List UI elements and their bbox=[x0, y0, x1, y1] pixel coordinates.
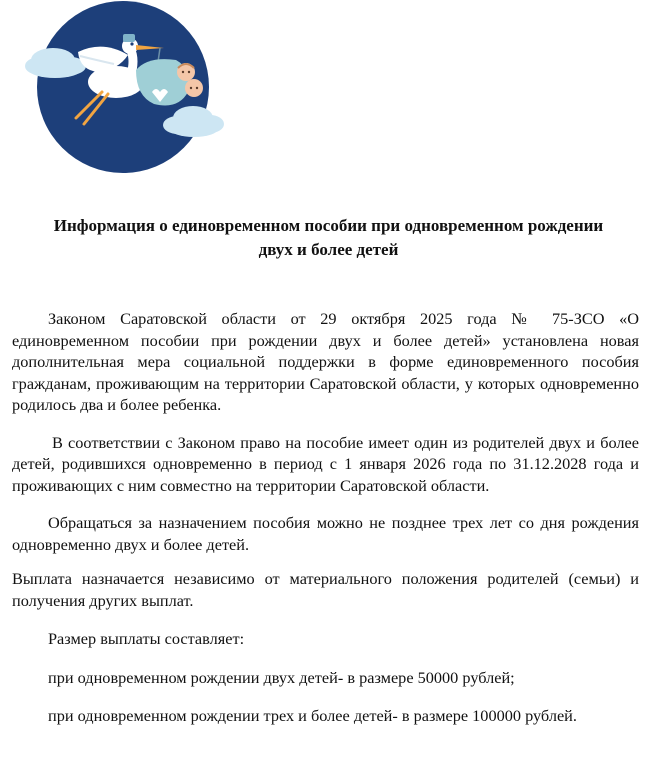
paragraph-eligibility: В соответствии с Законом право на пособие имеет один из родителей двух и более детей, родившихся одновременно в период с 1 января 2026 года по 31.12.2028 года и проживающих с ним совместно на территории Саратовской области. bbox=[12, 432, 639, 495]
paragraph-law: Законом Саратовской области от 29 октября 2025 года № 75-ЗСО «О единовременном пособии при рождении двух и более детей» установлена новая дополнительная мера социальной поддержки в форме единовременного пособия гражданам, проживающим на территории Саратовской области, у которых одновременно родилось два и более ребенка. bbox=[12, 309, 639, 414]
document-body bbox=[12, 308, 639, 727]
title-line-1: Информация о единовременном пособии при одновременном рождении bbox=[53, 216, 604, 235]
stork-logo-icon bbox=[18, 0, 228, 180]
title-line-2: двух и более детей bbox=[258, 240, 399, 259]
paragraph-independent: Выплата назначается независимо от материального положения родителей (семьи) и получения других выплат. bbox=[12, 569, 639, 610]
document-title bbox=[10, 214, 647, 262]
paragraph-deadline: Обращаться за назначением пособия можно не позднее трех лет со дня рождения одновременно двух и более детей. bbox=[12, 513, 639, 554]
paragraph-amount-heading: Размер выплаты составляет: bbox=[48, 629, 245, 648]
paragraph-amount-two: при одновременном рождении двух детей- в размере 50000 рублей; bbox=[48, 667, 515, 687]
paragraph-amount-three: при одновременном рождении трех и более детей- в размере 100000 рублей. bbox=[48, 706, 577, 725]
